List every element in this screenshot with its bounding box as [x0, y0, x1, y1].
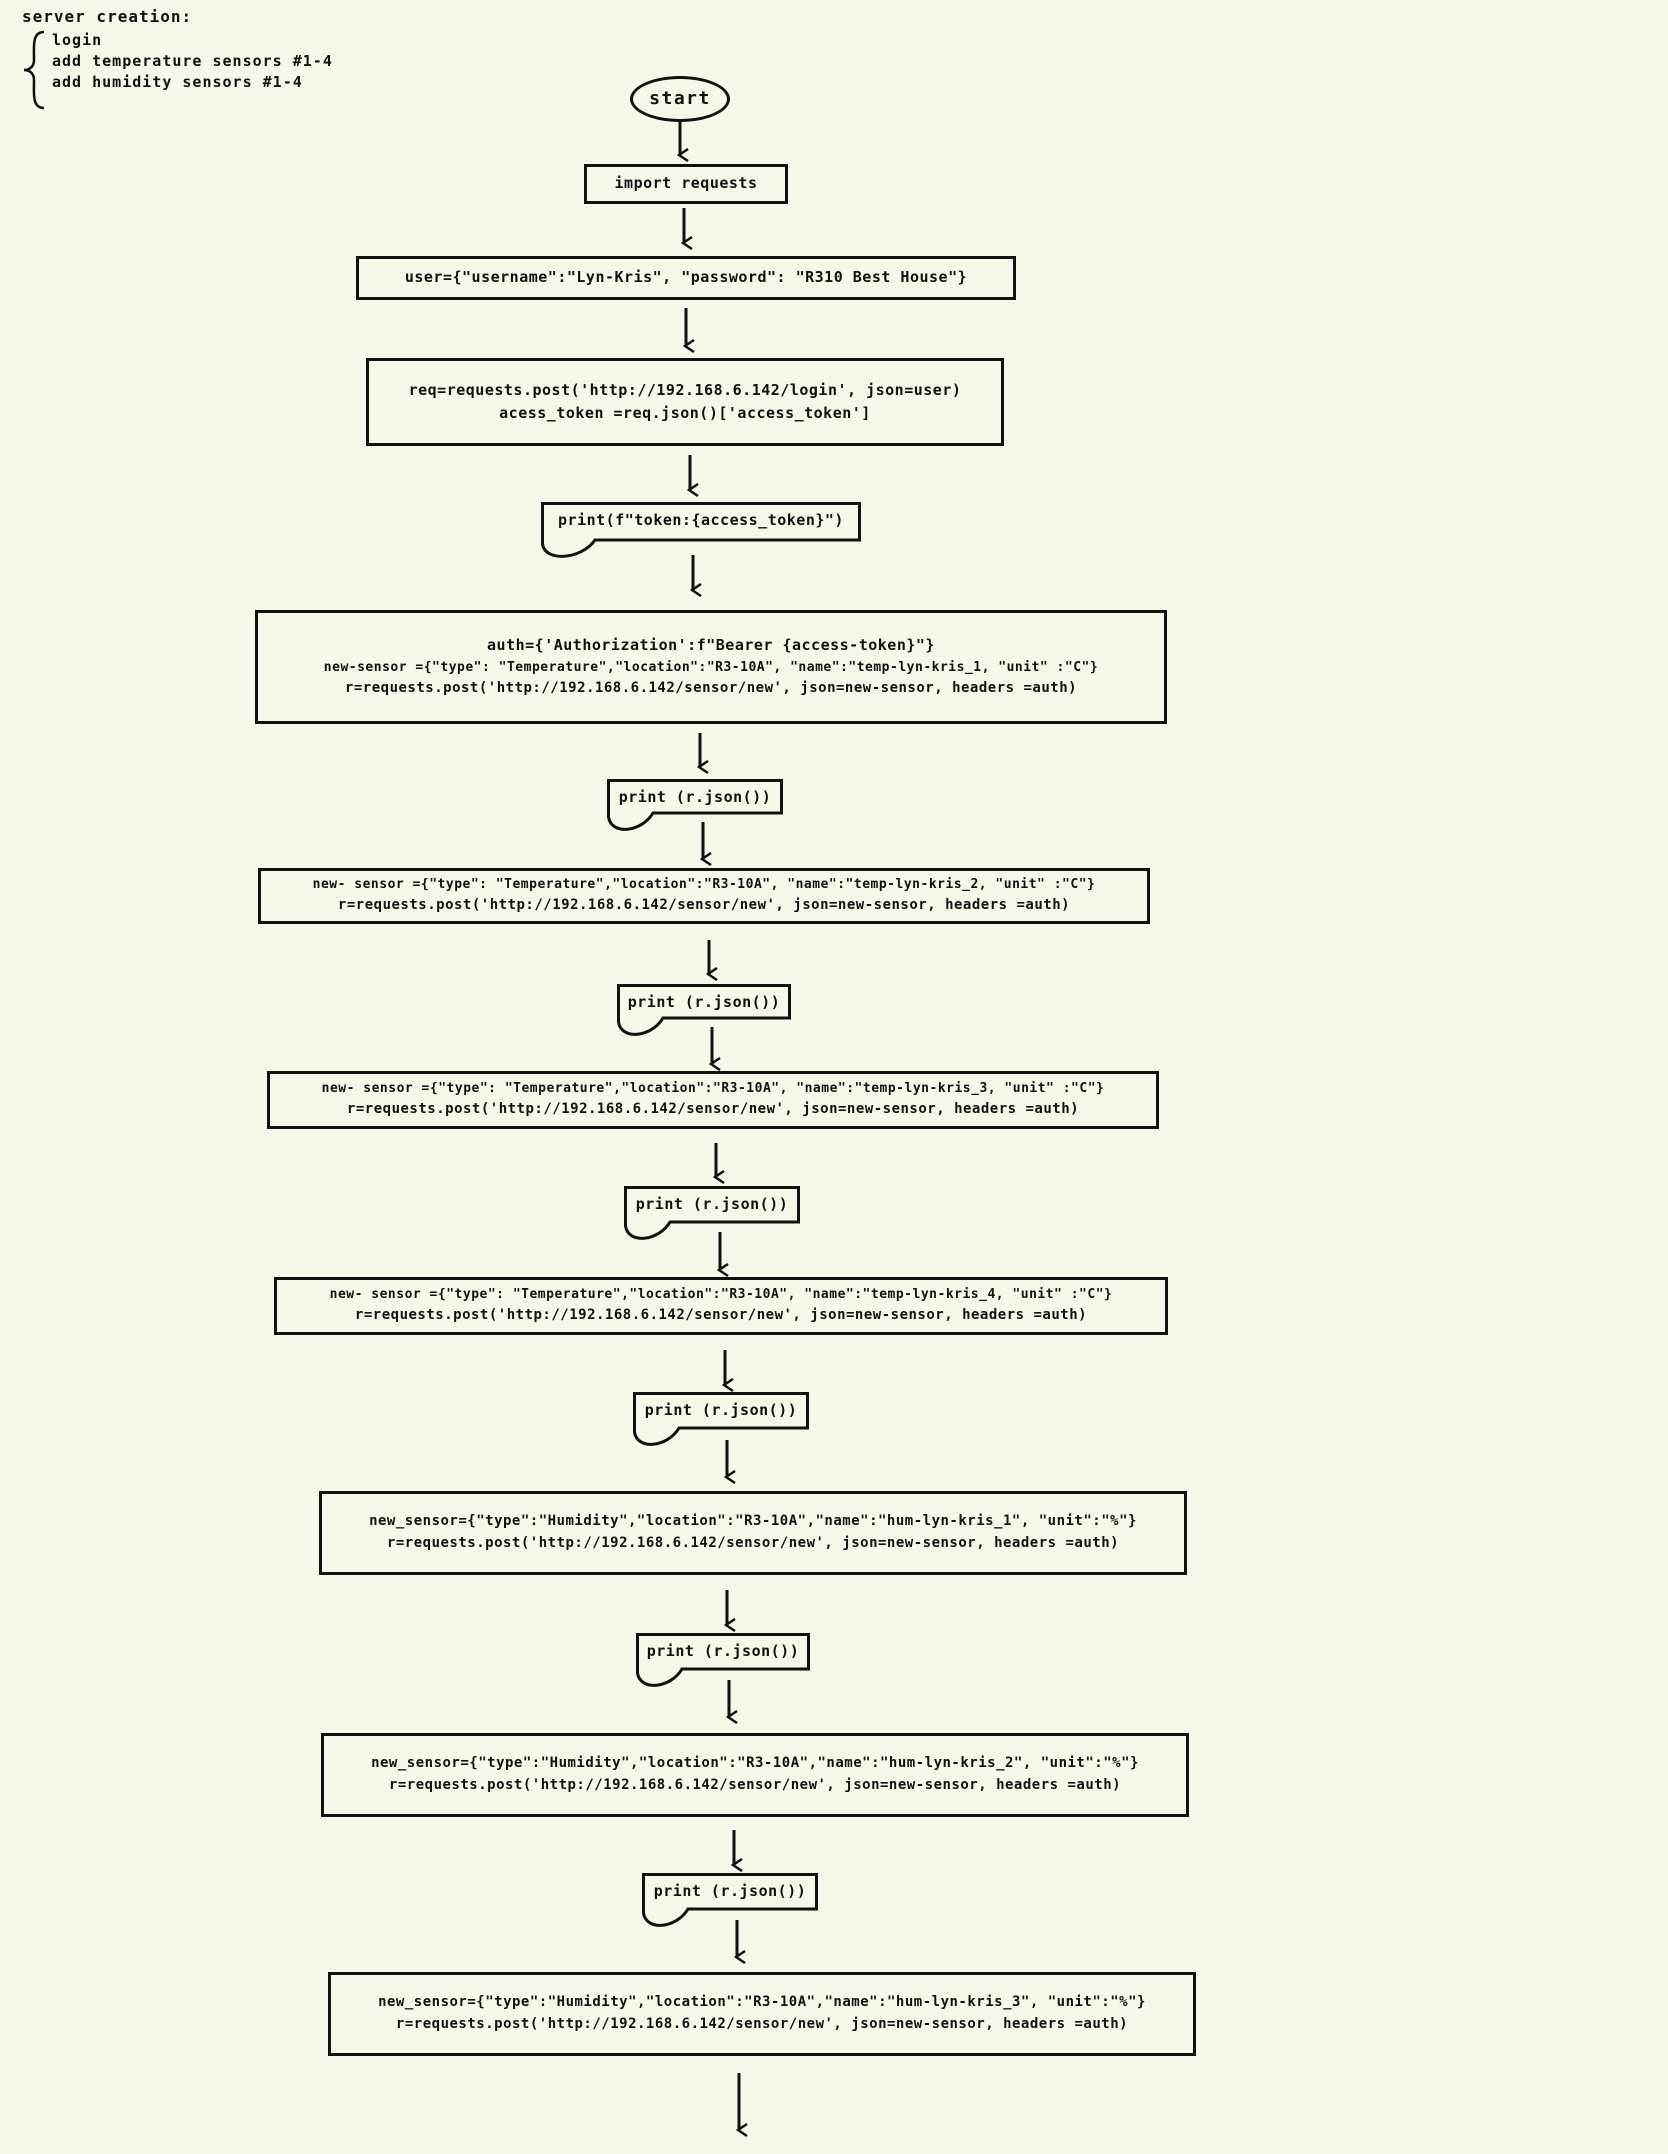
temp1-line-1: auth={'Authorization':f"Bearer {access-token}"}	[487, 636, 935, 655]
note-item-humidity: add humidity sensors #1-4	[52, 73, 303, 92]
login-line-1: req=requests.post('http://192.168.6.142/login', json=user)	[408, 380, 962, 399]
print-token-label: print(f"token:{access_token}")	[558, 511, 844, 529]
hum1-line-2: r=requests.post('http://192.168.6.142/sensor/new', json=new-sensor, headers =auth)	[386, 1535, 1120, 1551]
temp3-node	[267, 1071, 1159, 1129]
temp2-line-2: r=requests.post('http://192.168.6.142/sensor/new', json=new-sensor, headers =auth)	[337, 897, 1071, 914]
document-wave-icon	[636, 1667, 810, 1687]
start-label: start	[649, 88, 711, 110]
print1-label: print (r.json())	[618, 788, 772, 806]
note-item-login: login	[52, 31, 103, 50]
document-wave-icon	[607, 811, 783, 831]
login-line-2: acess_token =req.json()['access_token']	[499, 404, 871, 422]
user-node	[356, 256, 1016, 300]
hum2-line-1: new_sensor={"type":"Humidity","location":"R3-10A","name":"hum-lyn-kris_2", "unit":"%"}	[371, 1755, 1139, 1772]
temp2-line-1: new- sensor ={"type": "Temperature","location":"R3-10A", "name":"temp-lyn-kris_2, "unit" :"C"}	[312, 877, 1096, 893]
temp4-node	[274, 1277, 1168, 1335]
print6-label: print (r.json())	[653, 1882, 807, 1900]
hum3-node	[328, 1972, 1196, 2056]
temp1-line-2: new-sensor ={"type": "Temperature","location":"R3-10A", "name":"temp-lyn-kris_1, "unit" :"C"}	[323, 659, 1099, 675]
temp1-node	[255, 610, 1167, 724]
hum3-line-2: r=requests.post('http://192.168.6.142/sensor/new', json=new-sensor, headers =auth)	[395, 2016, 1129, 2032]
hum2-line-2: r=requests.post('http://192.168.6.142/sensor/new', json=new-sensor, headers =auth)	[388, 1777, 1122, 1793]
print5-label: print (r.json())	[646, 1642, 800, 1660]
document-wave-icon	[633, 1426, 809, 1446]
import-node	[584, 164, 788, 204]
print2-label: print (r.json())	[627, 993, 781, 1011]
temp4-line-1: new- sensor ={"type": "Temperature","location":"R3-10A", "name":"temp-lyn-kris_4, "unit" :"C"}	[329, 1287, 1113, 1303]
temp3-line-1: new- sensor ={"type": "Temperature","location":"R3-10A", "name":"temp-lyn-kris_3, "unit" :"C"}	[321, 1081, 1105, 1097]
note-title: server creation:	[22, 7, 193, 26]
print5-node	[636, 1633, 810, 1669]
print6-node	[642, 1873, 818, 1909]
document-wave-icon	[617, 1016, 791, 1036]
print1-node	[607, 779, 783, 813]
print3-node	[624, 1186, 800, 1222]
temp2-node	[258, 868, 1150, 924]
print2-node	[617, 984, 791, 1018]
print4-node	[633, 1392, 809, 1428]
start-node	[630, 76, 730, 122]
print-token-node	[541, 502, 861, 540]
login-node	[366, 358, 1004, 446]
note-item-temperature: add temperature sensors #1-4	[52, 52, 333, 71]
hum2-node	[321, 1733, 1189, 1817]
import-label: import requests	[614, 174, 758, 193]
print3-label: print (r.json())	[635, 1195, 789, 1213]
hum3-line-1: new_sensor={"type":"Humidity","location":"R3-10A","name":"hum-lyn-kris_3", "unit":"%"}	[378, 1994, 1146, 2011]
document-wave-icon	[541, 538, 861, 558]
hum1-node	[319, 1491, 1187, 1575]
temp4-line-2: r=requests.post('http://192.168.6.142/sensor/new', json=new-sensor, headers =auth)	[354, 1307, 1088, 1324]
temp3-line-2: r=requests.post('http://192.168.6.142/sensor/new', json=new-sensor, headers =auth)	[346, 1101, 1080, 1118]
temp1-line-3: r=requests.post('http://192.168.6.142/sensor/new', json=new-sensor, headers =auth)	[344, 679, 1078, 696]
user-label: user={"username":"Lyn-Kris", "password": "R310 Best House"}	[404, 268, 968, 287]
print4-label: print (r.json())	[644, 1401, 798, 1419]
hum1-line-1: new_sensor={"type":"Humidity","location":"R3-10A","name":"hum-lyn-kris_1", "unit":"%"}	[369, 1513, 1137, 1530]
document-wave-icon	[624, 1220, 800, 1240]
document-wave-icon	[642, 1907, 818, 1927]
